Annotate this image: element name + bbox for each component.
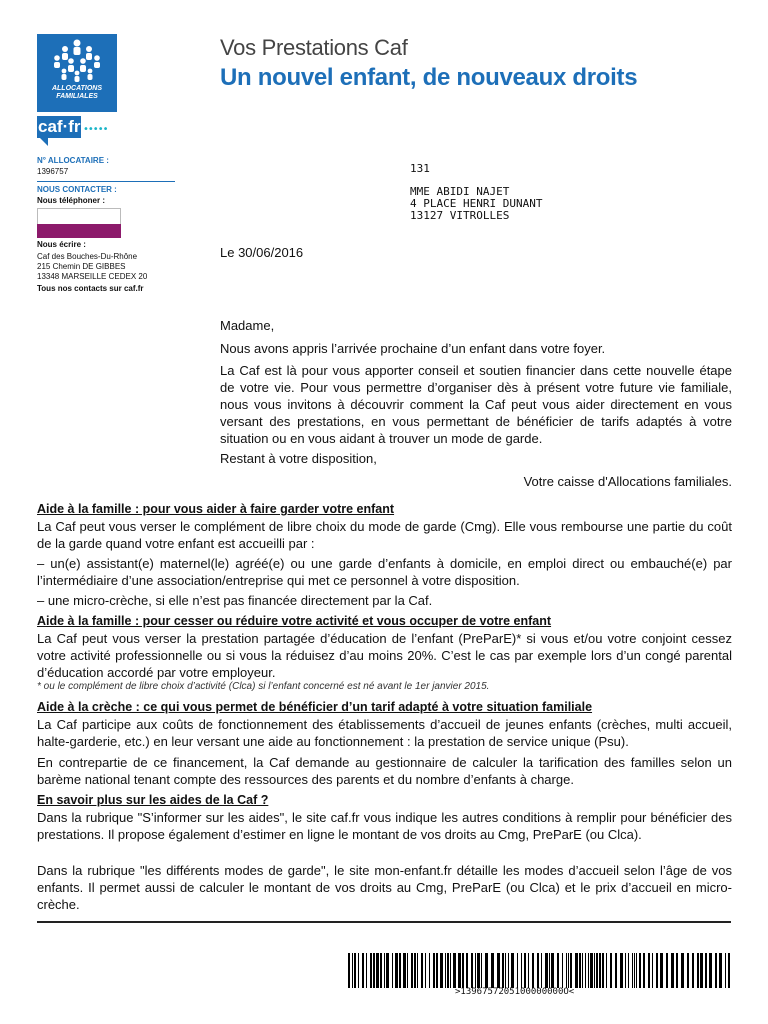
caffr-dots: ••••• (83, 124, 108, 135)
recipient-city: 13127 VITROLLES (410, 209, 510, 222)
write-label: Nous écrire : (37, 240, 86, 249)
section-paragraph: La Caf peut vous verser le complément de libre choix du mode de garde (Cmg). Elle vous rembourse une partie du coût de la garde quand votre enfant est accueilli par : (37, 519, 732, 551)
phone-label: Nous téléphoner : (37, 196, 106, 205)
caf-address-line: Caf des Bouches-Du-Rhône (37, 252, 138, 261)
barcode-number: >1396757205100000000O< (455, 987, 575, 997)
logo-brand-line1: ALLOCATIONS (51, 85, 103, 92)
letter-paragraph: Nous avons appris l’arrivée prochaine d’un enfant dans votre foyer. (220, 341, 606, 356)
section-paragraph: Dans la rubrique "les différents modes de garde", le site mon-enfant.fr détaille les modes d’accueil selon l’âge de vos enfants. Il permet aussi de calculer le montant de vos droits au Cmg, PreParE (ou Clca) et le prix d’accueil en micro-crèche. (37, 863, 732, 912)
allocataire-label: N° ALLOCATAIRE : (37, 156, 109, 165)
section-bullet: – une micro-crèche, si elle n’est pas financée directement par la Caf. (37, 593, 433, 608)
caf-logo (37, 34, 117, 112)
section-title: Aide à la crèche : ce qui vous permet de bénéficier d’un tarif adapté à votre situation familiale (37, 700, 593, 714)
bottom-divider (37, 921, 731, 923)
divider (37, 181, 175, 182)
section-title: Aide à la famille : pour cesser ou réduire votre activité et vous occuper de votre enfant (37, 614, 552, 628)
caffr-logo-text: caf·fr (38, 117, 81, 136)
letter-closing: Restant à votre disposition, (220, 451, 377, 466)
allocataire-number: 1396757 (37, 167, 69, 176)
section-paragraph: La Caf participe aux coûts de fonctionnement des établissements d’accueil de jeunes enfants (crèches, multi accueil, halte-garderie, etc.) en leur versant une aide au fonctionnement : la prestation de service unique (Psu). (37, 717, 732, 749)
barcode (348, 953, 732, 988)
caf-address-line: 215 Chemin DE GIBBES (37, 262, 126, 271)
page-subtitle: Un nouvel enfant, de nouveaux droits (220, 64, 638, 91)
section-title: En savoir plus sur les aides de la Caf ? (37, 793, 269, 807)
logo-brand-line2: FAMILIALES (56, 93, 98, 100)
contact-label: NOUS CONTACTER : (37, 185, 117, 194)
recipient-code: 131 (410, 162, 430, 175)
section-title: Aide à la famille : pour vous aider à faire garder votre enfant (37, 502, 395, 516)
letter-paragraph: La Caf est là pour vous apporter conseil et soutien financier dans cette nouvelle étape de votre vie. Pour vous permettre d’organiser dès à présent votre future vie familiale, nous vous invitons à découvrir comment la Caf peut vous aider directement en vous versant des prestations, en vous permettant de bénéficier de tarifs adaptés à votre situation ou en vous aidant à trouver un mode de garde. (220, 363, 732, 446)
contacts-link[interactable]: Tous nos contacts sur caf.fr (37, 284, 144, 293)
recipient-street: 4 PLACE HENRI DUNANT (410, 197, 543, 210)
section-paragraph: Dans la rubrique "S’informer sur les aides", le site caf.fr vous indique les autres conditions à remplir pour bénéficier des prestations. Il propose également d’estimer en ligne le montant de vos droits au Cmg, PreParE (ou Clca). (37, 810, 732, 842)
page-title: Vos Prestations Caf (220, 35, 408, 60)
section-paragraph: En contrepartie de ce financement, la Caf demande au gestionnaire de calculer la tarification des familles selon un barème national tenant compte des ressources des parents et du nombre d’enfants à charge. (37, 755, 732, 787)
caf-address-line: 13348 MARSEILLE CEDEX 20 (37, 272, 148, 281)
caffr-badge-tail (40, 138, 48, 146)
family-figures-icon (51, 38, 103, 82)
section-footnote: * ou le complément de libre choix d’activité (Clca) si l’enfant concerné est né avant le 1er janvier 2015. (37, 681, 490, 692)
letter-signature: Votre caisse d'Allocations familiales. (523, 474, 732, 489)
section-bullet: – un(e) assistant(e) maternel(le) agréé(e) ou une garde d’enfants à domicile, en emploi direct ou embauché(e) par l’intermédiaire d’une association/entreprise qui met ce personnel à votre disposition. (37, 556, 732, 588)
letter-date: Le 30/06/2016 (220, 245, 304, 260)
letter-salutation: Madame, (220, 318, 275, 333)
logo-brand-text (37, 85, 117, 101)
recipient-name: MME ABIDI NAJET (410, 185, 510, 198)
phone-band (37, 224, 121, 238)
section-paragraph: La Caf peut vous verser la prestation partagée d’éducation de l’enfant (PreParE)* si vous et/ou votre conjoint cessez votre activité professionnelle ou si vous la réduisez d’au moins 20%. C’est le cas par exemple lors d’un congé parental d’éducation accordé par votre employeur. (37, 631, 732, 680)
